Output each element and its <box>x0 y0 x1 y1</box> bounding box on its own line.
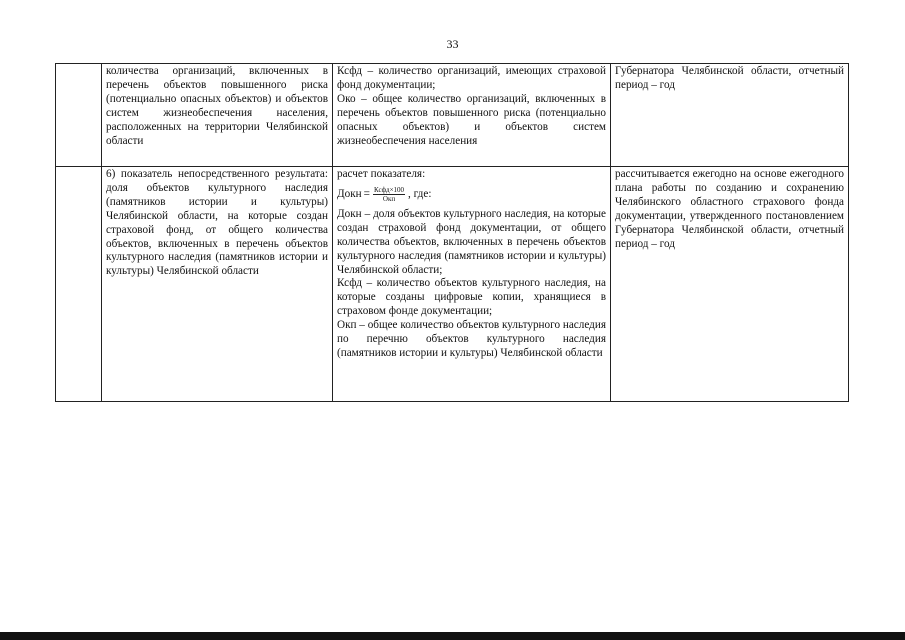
calc-heading: расчет показателя: <box>337 168 426 180</box>
formula-lhs: Докн <box>337 187 362 200</box>
table-row <box>56 167 849 402</box>
calc-line: Око – общее количество организаций, включенных в перечень объектов повышенного риска (потенциально опасных объектов) и объектов систем жизнеобеспечения населения <box>337 92 606 147</box>
row-number-cell <box>56 167 102 402</box>
calculation-cell <box>333 64 611 167</box>
calc-line: Окп – общее количество объектов культурного наследия по перечню объектов культурного наследия (памятников истории и культуры) Челябинской области <box>337 319 606 359</box>
formula-denominator: Окп <box>382 195 396 204</box>
formula-fraction <box>373 186 405 203</box>
page-number: 33 <box>446 37 459 51</box>
calc-line: Докн – доля объектов культурного наследия, на которые создан страховой фонд документации, от общего количества объектов, включенных в перечень объектов культурного наследия (памятников истории и культуры) Челябинской области; <box>337 207 606 276</box>
calculation-cell <box>333 167 611 402</box>
indicator-table <box>55 63 849 402</box>
formula-numerator: Ксфд×100 <box>373 186 405 195</box>
indicator-cell: количества организаций, включенных в перечень объектов повышенного риска (потенциально опасных объектов) и объектов систем жизнеобеспечения населения, расположенных на территории Челябинской области <box>102 64 333 167</box>
note-cell: Губернатора Челябинской области, отчетный период – год <box>611 64 849 167</box>
formula-eq: = <box>363 187 370 200</box>
formula-suffix: , где: <box>408 187 432 200</box>
row-number-cell <box>56 64 102 167</box>
formula <box>337 182 606 208</box>
note-cell: рассчитывается ежегодно на основе ежегодного плана работы по созданию и сохранению Челябинского областного страхового фонда документации, утвержденного постановлением Губернатора Челябинской области, отчетный период – год <box>611 167 849 402</box>
table-row <box>56 64 849 167</box>
calc-line: Ксфд – количество объектов культурного наследия, на которые созданы цифровые копии, хранящиеся в страховом фонде документации; <box>337 277 606 318</box>
indicator-cell: 6) показатель непосредственного результата: доля объектов культурного наследия (памятников истории и культуры) Челябинской области, на которые создан страховой фонд, от общего количества объектов, включенных в перечень объектов культурного наследия (памятников истории и культуры) Челябинской области <box>102 167 333 402</box>
bottom-scan-edge <box>0 632 905 640</box>
calc-line: Ксфд – количество организаций, имеющих страховой фонд документации; <box>337 65 606 91</box>
